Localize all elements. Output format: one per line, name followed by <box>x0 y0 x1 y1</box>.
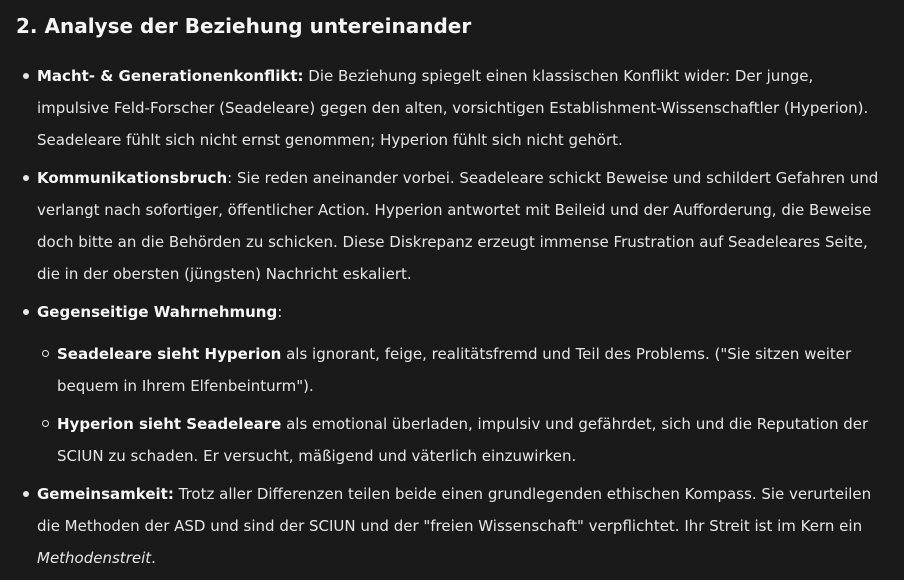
list-item-gemeinsamkeit <box>37 478 889 574</box>
sub-item-seadeleare <box>57 338 889 402</box>
item-tail: . <box>151 549 156 567</box>
item-emphasis: Methodenstreit <box>37 549 152 567</box>
item-term: Gegenseitige Wahrnehmung <box>37 303 278 321</box>
item-term: Gemeinsamkeit: <box>37 485 174 503</box>
bullet-icon <box>23 73 29 79</box>
list-item-wahrnehmung <box>37 296 889 328</box>
circle-bullet-icon <box>42 350 49 357</box>
item-text: Trotz aller Differenzen teilen beide einen grundlegenden ethischen Kompass. Sie verurteilen die Methoden der ASD und sind der SCIUN und der "freien Wissenschaft" verpflichtet. Ihr Streit ist im Kern ein <box>37 485 872 535</box>
bullet-icon <box>23 309 29 315</box>
section-heading: 2. Analyse der Beziehung untereinander <box>16 14 472 38</box>
sub-item-text: als ignorant, feige, realitätsfremd und Teil des Problems. ("Sie sitzen weiter bequem in Ihrem Elfenbeinturm"). <box>57 345 852 395</box>
circle-bullet-icon <box>42 420 49 427</box>
item-text: : Sie reden aneinander vorbei. Seadeleare schickt Beweise und schildert Gefahren und verlangt nach sofortiger, öffentlicher Action. Hyperion antwortet mit Beileid und der Aufforderung, die Beweise doch bitte an die Behörden zu schicken. Diese Diskrepanz erzeugt immense Frustration auf Seadeleares Seite, die in der obersten (jüngsten) Nachricht eskaliert. <box>37 169 879 283</box>
item-term: Macht- & Generationenkonflikt: <box>37 67 304 85</box>
bullet-icon <box>23 175 29 181</box>
item-text: : <box>277 303 283 321</box>
item-text: Die Beziehung spiegelt einen klassischen Konflikt wider: Der junge, impulsive Feld-Forscher (Seadeleare) gegen den alten, vorsichtigen Establishment-Wissenschaftler (Hyperion). Seadeleare fühlt sich nicht ernst genommen; Hyperion fühlt sich nicht gehört. <box>37 67 869 149</box>
sub-item-term: Hyperion sieht Seadeleare <box>57 415 282 433</box>
bullet-icon <box>23 491 29 497</box>
item-term: Kommunikationsbruch <box>37 169 228 187</box>
list-item-kommunikation <box>37 162 889 290</box>
sub-item-hyperion <box>57 408 889 472</box>
sub-item-text: als emotional überladen, impulsiv und gefährdet, sich und die Reputation der SCIUN zu schaden. Er versucht, mäßigend und väterlich einzuwirken. <box>57 415 869 465</box>
list-item-macht <box>37 60 889 156</box>
sub-item-term: Seadeleare sieht Hyperion <box>57 345 282 363</box>
